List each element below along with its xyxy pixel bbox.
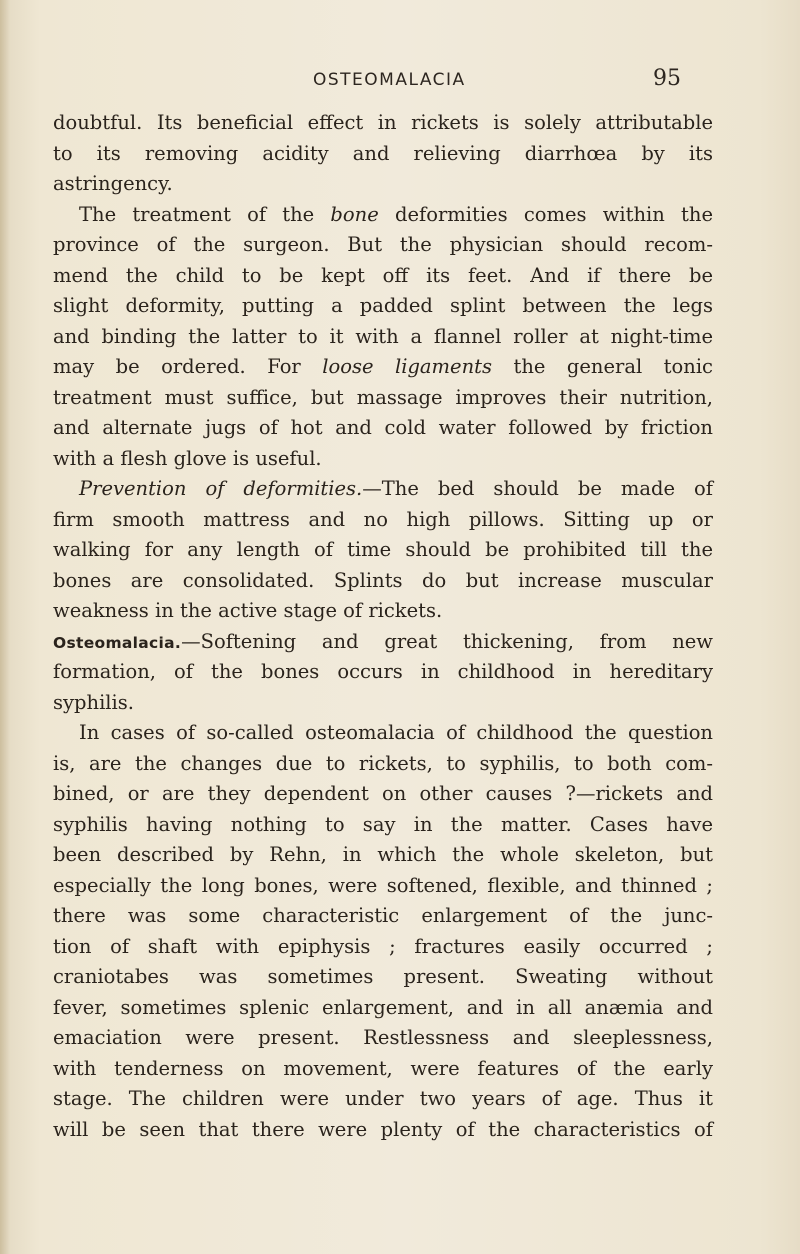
running-title: OSTEOMALACIA bbox=[313, 70, 466, 90]
page-number: 95 bbox=[653, 66, 681, 91]
text-line: Osteomalacia.—Softening and great thickening, from new bbox=[53, 629, 713, 653]
text-line: syphilis. bbox=[53, 690, 134, 714]
page-header bbox=[0, 64, 800, 104]
text-line: emaciation were present. Restlessness and sleeplessness, bbox=[53, 1026, 713, 1049]
text-line: fever, sometimes splenic enlargement, and in all anæmia and bbox=[53, 995, 713, 1019]
italic-heading-prevention: Prevention of deformities. bbox=[79, 477, 363, 500]
body-text bbox=[53, 108, 713, 1145]
text-line: craniotabes was sometimes present. Sweating without bbox=[53, 965, 713, 988]
page-gutter-shadow bbox=[0, 0, 10, 1254]
text-line: may be ordered. For loose ligaments the general tonic bbox=[53, 355, 713, 378]
text-line: syphilis having nothing to say in the matter. Cases have bbox=[53, 812, 713, 836]
text-line: is, are the changes due to rickets, to syphilis, to both com- bbox=[53, 751, 713, 775]
text-line: province of the surgeon. But the physician should recom- bbox=[53, 233, 713, 256]
text-line: firm smooth mattress and no high pillows. Sitting up or bbox=[53, 507, 713, 531]
italic-term-loose-ligaments: loose ligaments bbox=[322, 355, 492, 378]
text-line: weakness in the active stage of rickets. bbox=[53, 599, 443, 622]
text-line: In cases of so-called osteomalacia of childhood the question bbox=[79, 721, 713, 744]
text-line: will be seen that there were plenty of the characteristics of bbox=[53, 1117, 713, 1141]
text-line: The treatment of the bone deformities comes within the bbox=[79, 202, 713, 226]
text-line: with tenderness on movement, were features of the early bbox=[53, 1056, 713, 1080]
text-line: walking for any length of time should be prohibited till the bbox=[53, 538, 713, 561]
text-line: been described by Rehn, in which the whole skeleton, but bbox=[53, 843, 713, 866]
text-line: stage. The children were under two years of age. Thus it bbox=[53, 1087, 713, 1110]
text-line: formation, of the bones occurs in childhood in hereditary bbox=[53, 660, 713, 683]
text-line: bined, or are they dependent on other causes ?—rickets and bbox=[53, 782, 713, 805]
text-line: bones are consolidated. Splints do but increase muscular bbox=[53, 568, 713, 592]
text-line: tion of shaft with epiphysis ; fractures easily occurred ; bbox=[53, 934, 713, 958]
text-line: treatment must suffice, but massage improves their nutrition, bbox=[53, 385, 713, 409]
text-line: astringency. bbox=[53, 172, 173, 195]
text-line: there was some characteristic enlargement of the junc- bbox=[53, 904, 713, 927]
text-line: with a flesh glove is useful. bbox=[53, 446, 322, 470]
text-line: mend the child to be kept off its feet. And if there be bbox=[53, 263, 713, 287]
text-line: to its removing acidity and relieving diarrhœa by its bbox=[53, 141, 713, 165]
text-line: and alternate jugs of hot and cold water followed by friction bbox=[53, 416, 713, 439]
text-line: doubtful. Its beneficial effect in rickets is solely attributable bbox=[53, 111, 713, 134]
text-line: and binding the latter to it with a flannel roller at night-time bbox=[53, 324, 713, 348]
text-line: slight deformity, putting a padded splint between the legs bbox=[53, 294, 713, 317]
section-heading-osteomalacia: Osteomalacia. bbox=[53, 633, 182, 652]
text-line: especially the long bones, were softened, flexible, and thinned ; bbox=[53, 873, 713, 897]
text-line: Prevention of deformities.—The bed should be made of bbox=[79, 477, 713, 500]
italic-term-bone: bone bbox=[330, 202, 379, 226]
